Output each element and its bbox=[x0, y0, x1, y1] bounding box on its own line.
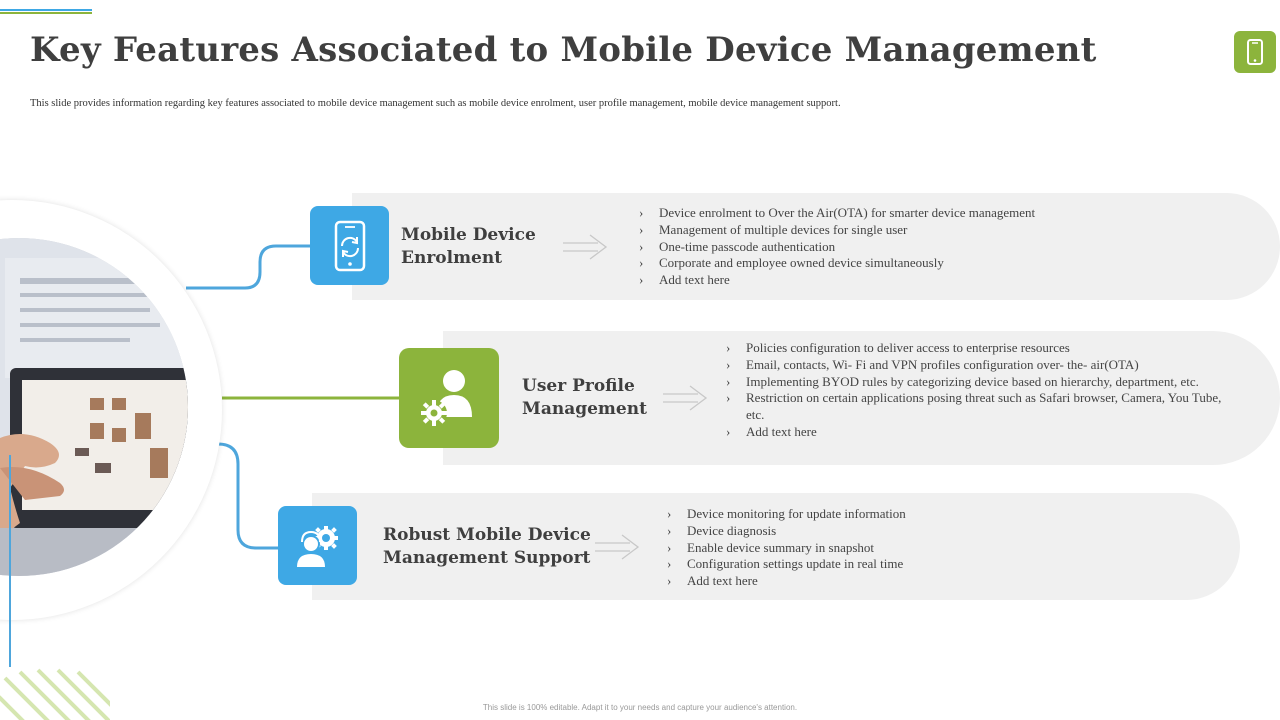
feature-bullets-1 bbox=[639, 205, 1159, 289]
page-subtitle: This slide provides information regarding key features associated to mobile device management such as mobile device enrolment, user profile management, mobile device management support. bbox=[30, 98, 841, 109]
bullet-item: › Add text here bbox=[726, 424, 1241, 441]
mobile-phone-icon bbox=[1234, 31, 1276, 73]
bullet-item: › Device enrolment to Over the Air(OTA) for smarter device management bbox=[639, 205, 1159, 222]
bullet-item: › Configuration settings update in real time bbox=[667, 556, 1147, 573]
feature-bullets-2 bbox=[726, 340, 1241, 441]
user-gear-icon bbox=[399, 348, 499, 448]
mobile-sync-icon bbox=[310, 206, 389, 285]
double-arrow-icon bbox=[594, 532, 640, 562]
bullet-item: › Restriction on certain applications posing threat such as Safari browser, Camera, You Tube, etc. bbox=[726, 390, 1241, 424]
feature-label-line: Management Support bbox=[383, 548, 591, 568]
page-title: Key Features Associated to Mobile Device Management bbox=[30, 30, 1097, 70]
bullet-item: › Add text here bbox=[639, 272, 1159, 289]
bullet-item: › Policies configuration to deliver access to enterprise resources bbox=[726, 340, 1241, 357]
feature-label-line: User Profile bbox=[522, 376, 635, 396]
bullet-item: › One-time passcode authentication bbox=[639, 239, 1159, 256]
bullet-item: › Management of multiple devices for single user bbox=[639, 222, 1159, 239]
feature-bullets-3 bbox=[667, 506, 1147, 590]
feature-label-line: Robust Mobile Device bbox=[383, 525, 591, 545]
feature-label-3 bbox=[383, 524, 591, 570]
feature-label-line: Management bbox=[522, 399, 647, 419]
footer-note: This slide is 100% editable. Adapt it to your needs and capture your audience's attention. bbox=[482, 703, 798, 712]
decorative-stripes bbox=[0, 668, 110, 720]
feature-label-line: Mobile Device bbox=[401, 225, 536, 245]
left-accent-line bbox=[9, 455, 11, 667]
bullet-item: › Implementing BYOD rules by categorizing device based on hierarchy, department, etc. bbox=[726, 374, 1241, 391]
bullet-item: › Device monitoring for update information bbox=[667, 506, 1147, 523]
bullet-item: › Corporate and employee owned device simultaneously bbox=[639, 255, 1159, 272]
bullet-item: › Email, contacts, Wi- Fi and VPN profiles configuration over- the- air(OTA) bbox=[726, 357, 1241, 374]
feature-label-2 bbox=[522, 375, 647, 421]
double-arrow-icon bbox=[662, 383, 708, 413]
feature-label-1 bbox=[401, 224, 536, 270]
bullet-item: › Enable device summary in snapshot bbox=[667, 540, 1147, 557]
feature-label-line: Enrolment bbox=[401, 248, 503, 268]
support-gear-icon bbox=[278, 506, 357, 585]
double-arrow-icon bbox=[562, 232, 608, 262]
bullet-item: › Add text here bbox=[667, 573, 1147, 590]
bullet-item: › Device diagnosis bbox=[667, 523, 1147, 540]
